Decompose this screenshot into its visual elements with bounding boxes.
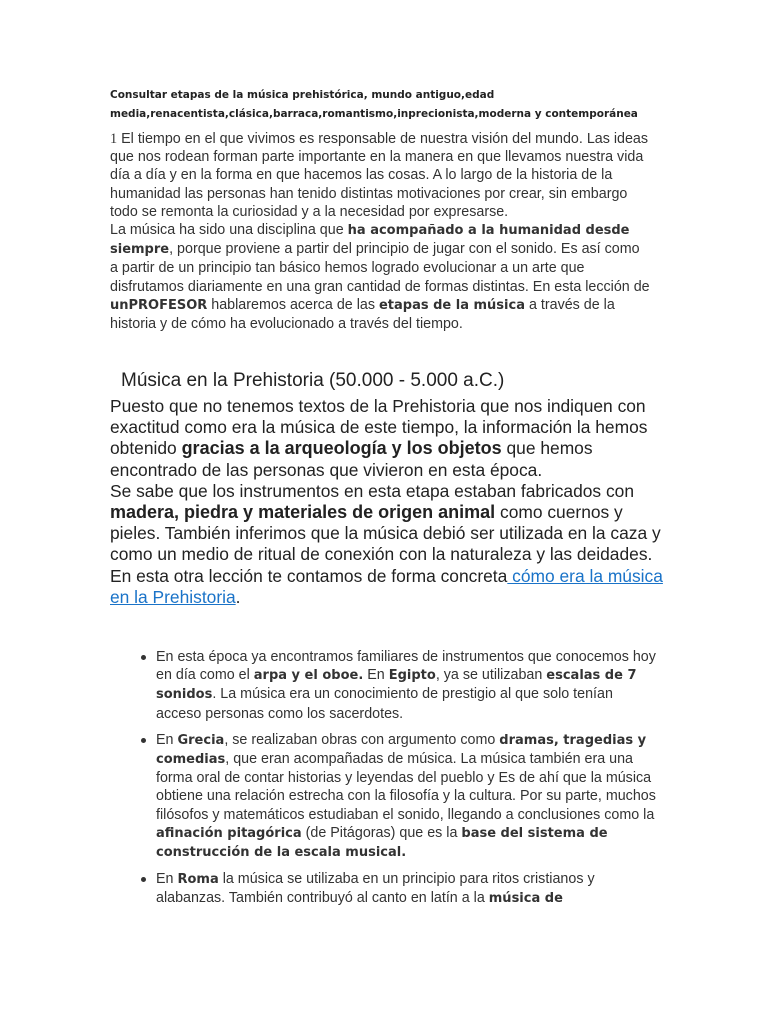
list-item-bold: escalas de 7 sonidos — [156, 668, 637, 703]
big-bold-2: madera, piedra y materiales de origen animal — [110, 502, 496, 523]
big-bold-1: gracias a la arqueología y los objetos — [181, 438, 502, 459]
document-title: Consultar etapas de la música prehistórica, mundo antiguo,edad media,renacentista,clásica,barraca,romantismo,inprecionista,moderna y contemporánea — [110, 89, 638, 120]
list-item-bold: Grecia — [177, 732, 225, 748]
list-item-text: , se realizaban obras con argumento como — [224, 731, 500, 748]
prehistory-paragraph — [110, 396, 670, 608]
list-item-text: (de Pitágoras) que es la — [301, 824, 462, 841]
list-item-bold: música de — [488, 891, 563, 907]
footnote-number: 1 — [110, 131, 118, 147]
bullet-icon — [141, 877, 146, 882]
list-item-text: En esta época ya encontramos familiares de instrumentos que conocemos hoy en día como el — [156, 649, 656, 684]
list-item-text: En — [156, 731, 178, 748]
bullet-icon — [141, 738, 146, 743]
list-item-text: , que eran acompañadas de música. La música también era una forma oral de contar historias y leyendas del pueblo y Es de ahí que la música obtiene una relación estrecha con la filosofía y la cultura. Por su parte, muchos filósofos y matemáticos estudiaban el sonido, llegando a conclusiones como la — [156, 751, 656, 823]
big-text-f: como cuernos y pieles. También inferimos que la música debió ser utilizada en la caza y como un medio de ritual de conexión con la naturaleza y las deidades. En esta otra lección te contamos de forma concreta — [110, 502, 661, 586]
list-item — [136, 648, 656, 723]
list-item-bold: base del sistema de construcción de la escala musical. — [156, 825, 608, 861]
intro-bold-1: ha acompañado a la humanidad desde siempre — [110, 223, 630, 258]
intro-text-2g: a través de la historia y de cómo ha evolucionado a través del tiempo. — [110, 296, 615, 333]
bullet-icon — [141, 655, 146, 660]
list-item-text: la música se utilizaba en un principio para ritos cristianos y alabanzas. También contribuyó al canto en latín a la — [156, 871, 595, 907]
bullet-list — [136, 648, 656, 917]
big-text-end: . — [235, 586, 241, 607]
intro-text-2e: hablaremos acerca de las — [207, 296, 379, 313]
list-item-bold: arpa y el oboe. — [253, 668, 364, 684]
list-item-text: , ya se utilizaban — [435, 667, 547, 684]
intro-text-2a: La música ha sido una disciplina que — [110, 222, 348, 239]
list-item — [136, 731, 656, 862]
list-item-bold: Egipto — [388, 668, 436, 684]
list-item-text: . La música era un conocimiento de prestigio al que solo tenían acceso personas como los sacerdotes. — [156, 686, 613, 722]
list-item-text: En — [156, 871, 178, 888]
list-item-bold: afinación pitagórica — [156, 825, 302, 841]
list-item-bold: dramas, tragedias y comedias — [156, 732, 647, 768]
intro-bold-2: unPROFESOR — [110, 297, 208, 313]
list-item — [136, 870, 656, 908]
big-text-c: que hemos encontrado de las personas que vivieron en esta época. — [110, 438, 593, 480]
list-item-text: En — [363, 667, 389, 684]
prehistory-link[interactable]: cómo era la música en la Prehistoria — [110, 565, 663, 607]
intro-text-1: El tiempo en el que vivimos es responsable de nuestra visión del mundo. Las ideas que nos rodean forman parte importante en la manera en que llevamos nuestra vida día a día y en la forma en que hacemos las cosas. A lo largo de la historia de la humanidad las personas han tenido distintas motivaciones por crear, sin embargo todo se remonta la curiosidad y a la necesidad por expresarse. — [110, 131, 649, 220]
intro-paragraph — [110, 130, 650, 333]
big-text-d: Se sabe que los instrumentos en esta etapa estaban fabricados con — [110, 480, 634, 501]
big-text-a: Puesto que no tenemos textos de la Prehistoria que nos indiquen con exactitud como era la música de este tiempo, la información la hemos obtenido — [110, 396, 648, 459]
list-item-bold: Roma — [177, 872, 219, 888]
intro-bold-3: etapas de la música — [378, 297, 525, 313]
intro-text-2c: , porque proviene a partir del principio de jugar con el sonido. Es así como a partir de un principio tan básico hemos logrado evolucionar a un arte que disfrutamos diariamente en una gran cantidad de formas distintas. En esta lección de — [110, 241, 650, 295]
section-heading: Música en la Prehistoria (50.000 - 5.000 a.C.) — [121, 370, 505, 391]
